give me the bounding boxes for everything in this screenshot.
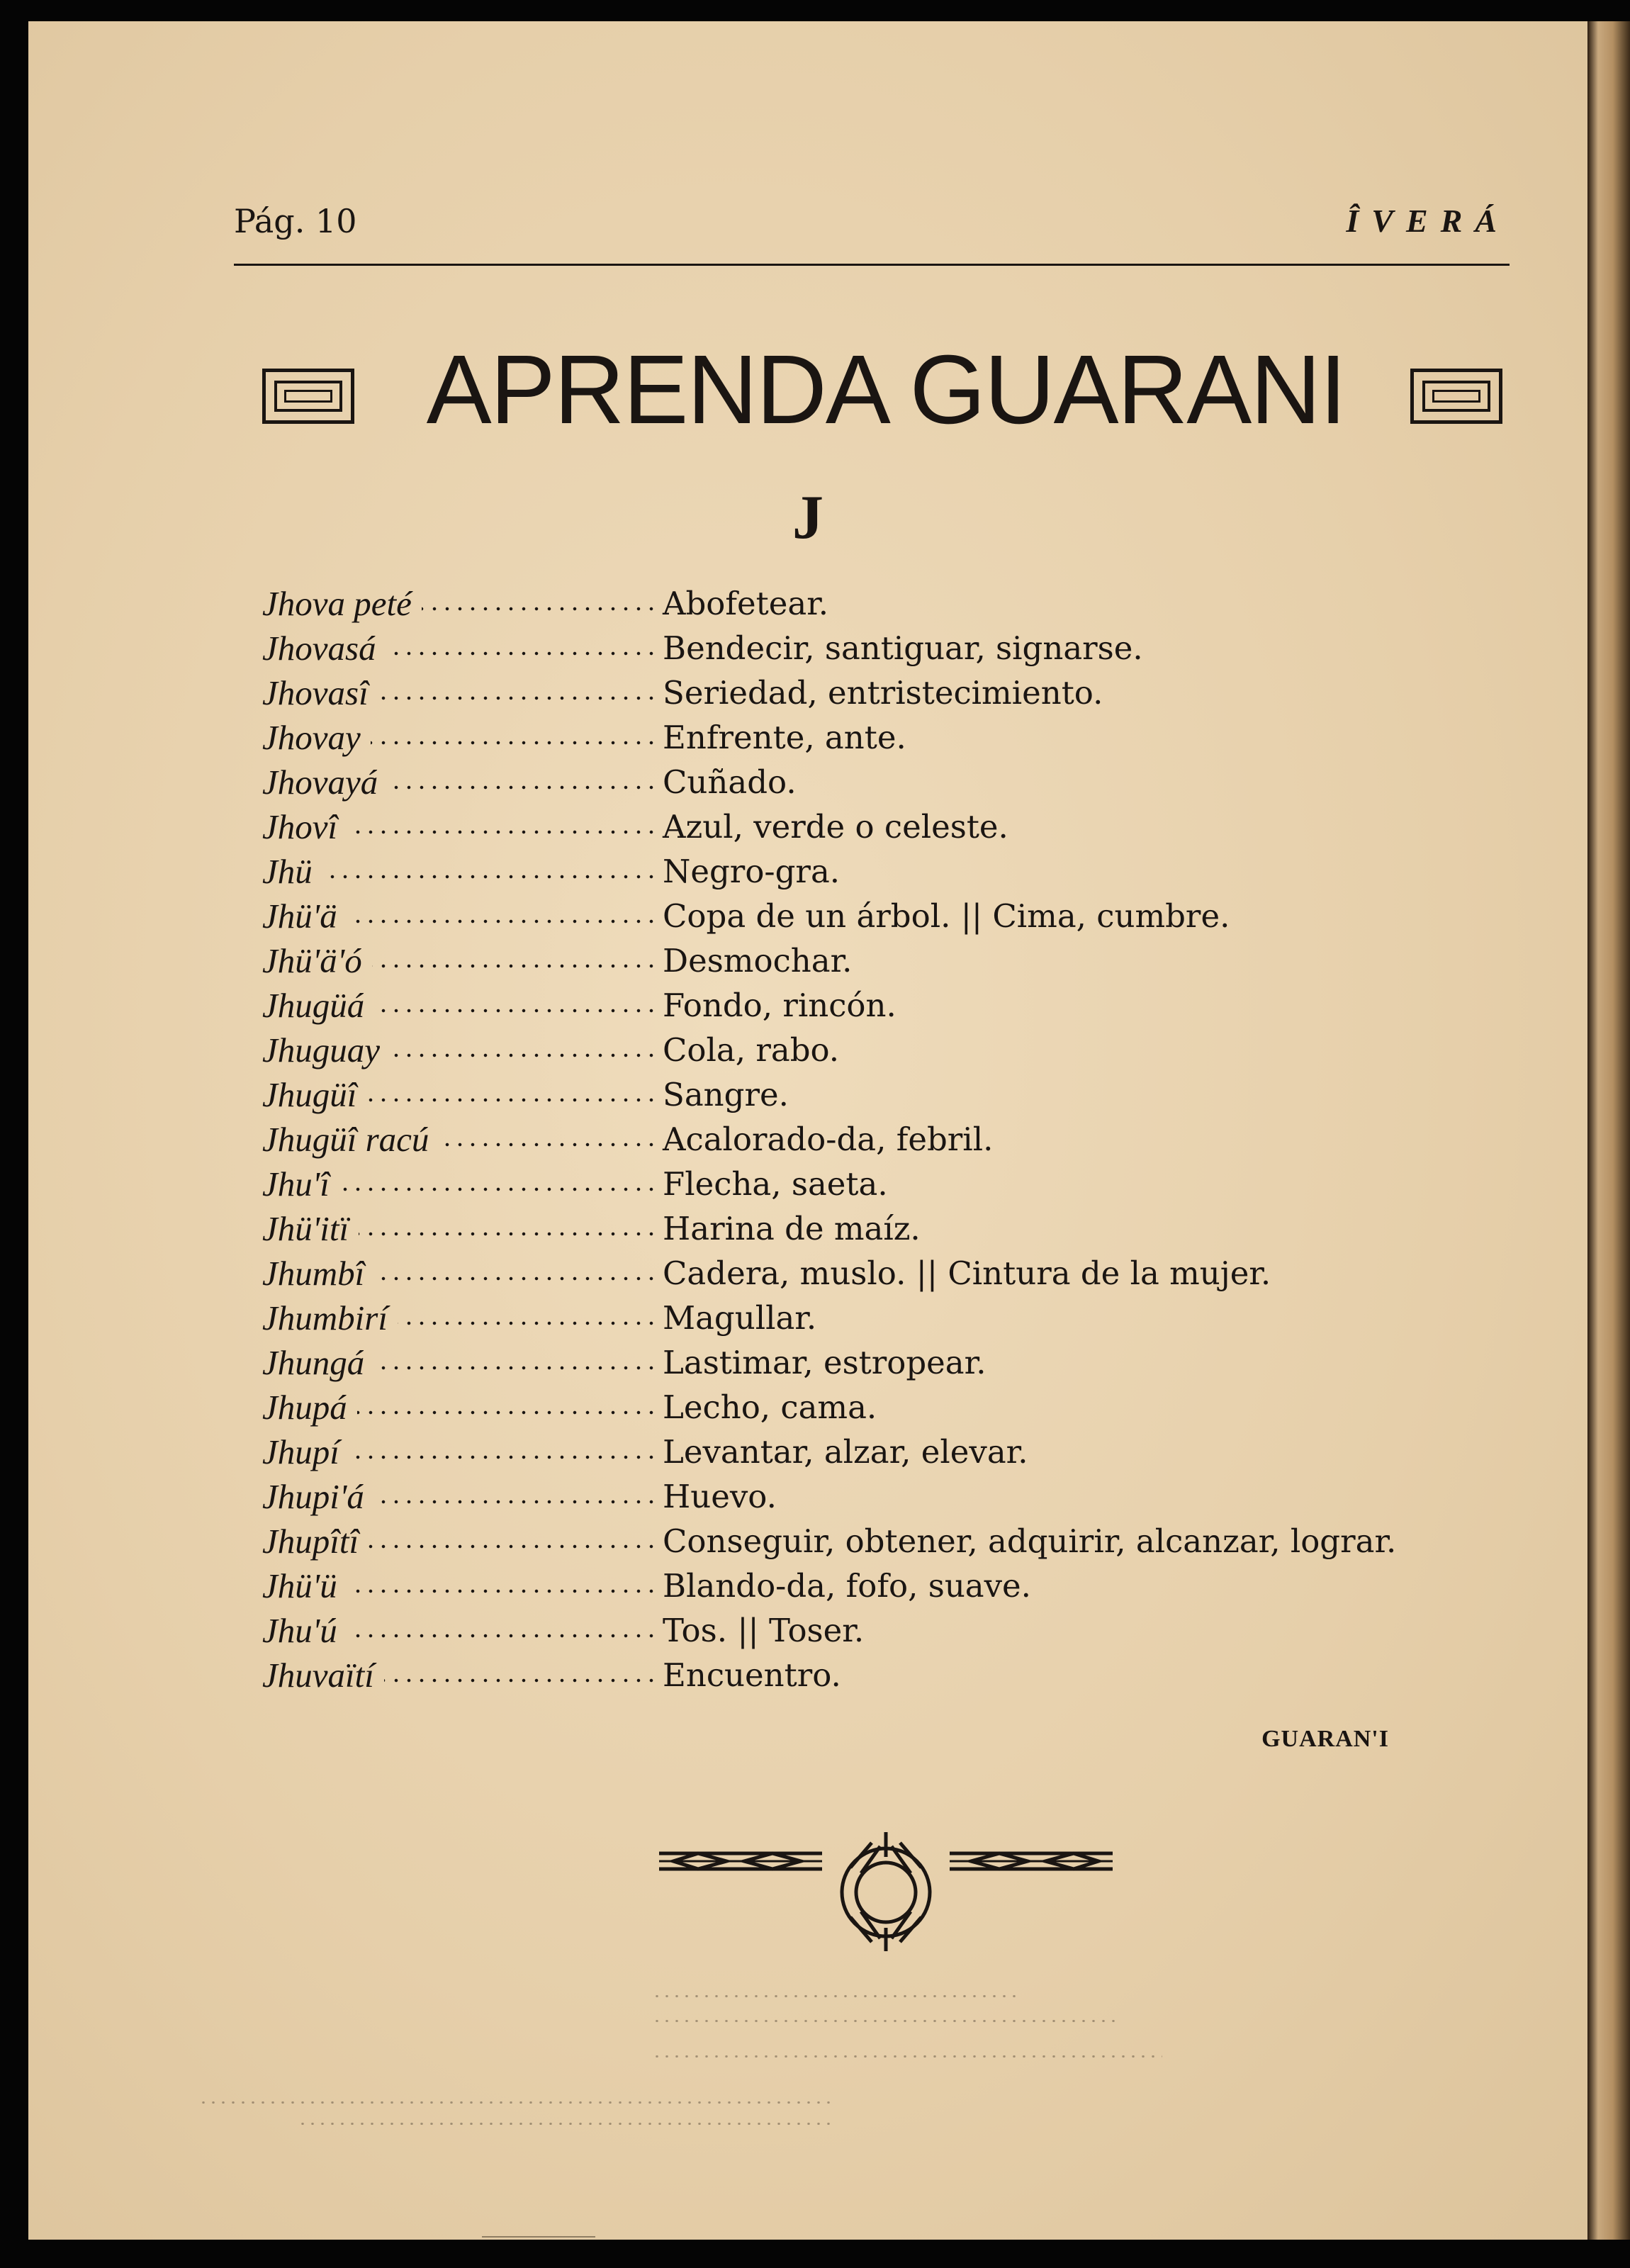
spanish-definition: Magullar. [663, 1299, 817, 1337]
dot-leader [378, 696, 658, 700]
spanish-definition: Abofetear. [663, 585, 829, 622]
guarani-term: Jhü'ü [262, 1566, 337, 1605]
dot-leader [374, 1366, 658, 1370]
document-page [28, 21, 1587, 2240]
dot-leader [322, 875, 658, 879]
title-ornament-left-icon [262, 369, 354, 424]
decorative-ornament-icon [659, 1825, 1113, 1953]
guarani-term: Jhü [262, 852, 313, 891]
guarani-term: Jhovay [262, 718, 361, 757]
bleed-through-trace [652, 2055, 1162, 2058]
spanish-definition: Cadera, muslo. || Cintura de la mujer. [663, 1254, 1271, 1292]
guarani-term: Jhugüî racú [262, 1120, 429, 1159]
glossary-entry [262, 670, 1524, 715]
spanish-definition: Acalorado-da, febril. [663, 1121, 994, 1158]
guarani-term: Jhu'î [262, 1164, 330, 1203]
spanish-definition: Conseguir, obtener, adquirir, alcanzar, lograr. [663, 1522, 1397, 1560]
spanish-definition: Cola, rabo. [663, 1031, 840, 1069]
header-rule [234, 264, 1510, 266]
glossary-entry [262, 715, 1524, 760]
guarani-term: Jhü'itï [262, 1209, 349, 1248]
guarani-term: Jhuvaïtí [262, 1656, 374, 1695]
spanish-definition: Copa de un árbol. || Cima, cumbre. [663, 897, 1230, 935]
guarani-term: Jhupá [262, 1388, 347, 1427]
guarani-term: Jhupi'á [262, 1477, 364, 1516]
glossary-entry [262, 1117, 1524, 1162]
glossary-entry [262, 1251, 1524, 1296]
guarani-term: Jhupîtî [262, 1522, 359, 1561]
spanish-definition: Encuentro. [663, 1656, 841, 1694]
spanish-definition: Bendecir, santiguar, signarse. [663, 629, 1143, 667]
guarani-term: Jhovî [262, 807, 338, 846]
guarani-term: Jhupí [262, 1432, 339, 1471]
spanish-definition: Sangre. [663, 1076, 789, 1113]
glossary-entry [262, 1162, 1524, 1206]
dot-leader [374, 1276, 658, 1281]
glossary-entry [262, 1474, 1524, 1519]
glossary-entry [262, 804, 1524, 849]
bleed-through-trace [298, 2123, 836, 2125]
spanish-definition: Seriedad, entristecimiento. [663, 674, 1103, 712]
spanish-definition: Cuñado. [663, 763, 797, 801]
spanish-definition: Lastimar, estropear. [663, 1344, 987, 1381]
guarani-term: Jhugüî [262, 1075, 357, 1114]
guarani-term: Jhuguay [262, 1031, 380, 1070]
spanish-definition: Enfrente, ante. [663, 719, 906, 756]
spanish-definition: Negro-gra. [663, 853, 841, 890]
page-title: APRENDA GUARANI [426, 335, 1346, 444]
page-number: Pág. 10 [234, 202, 357, 240]
dot-leader [347, 830, 658, 834]
guarani-term: Jhu'ú [262, 1611, 337, 1650]
adjacent-page-edge [1587, 21, 1630, 2240]
guarani-term: Jhovasá [262, 629, 376, 668]
glossary-entry [262, 1519, 1524, 1564]
dot-leader [339, 1187, 658, 1191]
title-row [234, 333, 1510, 447]
dot-leader [398, 1321, 658, 1325]
dot-leader [386, 651, 658, 656]
glossary-entry [262, 1206, 1524, 1251]
guarani-term: Jhumbî [262, 1254, 365, 1293]
dot-leader [374, 1009, 658, 1013]
glossary-entry [262, 1653, 1524, 1697]
spanish-definition: Huevo. [663, 1478, 777, 1515]
running-header [234, 202, 1510, 252]
guarani-term: Jhumbirí [262, 1298, 388, 1337]
guarani-term: Jhü'ä [262, 897, 337, 936]
spanish-definition: Blando-da, fofo, suave. [663, 1567, 1031, 1605]
guarani-term: Jhü'ä'ó [262, 941, 362, 980]
guarani-term: Jhugüá [262, 986, 365, 1025]
guarani-term: Jhova peté [262, 584, 412, 623]
glossary-list [262, 581, 1524, 1697]
dot-leader [422, 607, 658, 611]
dot-leader [372, 964, 658, 968]
spanish-definition: Azul, verde o celeste. [663, 808, 1008, 846]
glossary-entry [262, 1340, 1524, 1385]
glossary-entry [262, 1430, 1524, 1474]
dot-leader [374, 1500, 658, 1504]
dot-leader [349, 1455, 658, 1459]
dot-leader [390, 1053, 658, 1057]
glossary-entry [262, 1608, 1524, 1653]
spanish-definition: Harina de maíz. [663, 1210, 921, 1247]
spanish-definition: Fondo, rincón. [663, 987, 896, 1024]
dot-leader [347, 919, 658, 924]
bleed-through-trace [198, 2101, 836, 2104]
spanish-definition: Tos. || Toser. [663, 1612, 865, 1649]
spanish-definition: Flecha, saeta. [663, 1165, 888, 1203]
title-ornament-right-icon [1410, 369, 1502, 424]
bleed-through-trace [652, 1995, 1021, 1997]
glossary-entry [262, 1072, 1524, 1117]
glossary-entry [262, 894, 1524, 938]
dot-leader [388, 785, 658, 790]
bleed-through-trace [652, 2020, 1120, 2022]
glossary-entry [262, 1028, 1524, 1072]
glossary-entry [262, 626, 1524, 670]
dot-leader [366, 1098, 658, 1102]
glossary-entry [262, 760, 1524, 804]
author-signature: GUARAN'I [1261, 1726, 1389, 1752]
spanish-definition: Levantar, alzar, elevar. [663, 1433, 1028, 1471]
glossary-entry [262, 581, 1524, 626]
spanish-definition: Desmochar. [663, 942, 853, 979]
dot-leader [359, 1232, 658, 1236]
glossary-entry [262, 1564, 1524, 1608]
glossary-entry [262, 938, 1524, 983]
dot-leader [347, 1634, 658, 1638]
journal-title: ÎVERÁ [1346, 203, 1510, 239]
spanish-definition: Lecho, cama. [663, 1388, 877, 1426]
dot-leader [439, 1143, 658, 1147]
dot-leader [357, 1410, 658, 1415]
glossary-entry [262, 983, 1524, 1028]
bottom-rule [482, 2236, 595, 2238]
guarani-term: Jhungá [262, 1343, 365, 1382]
dot-leader [384, 1678, 658, 1683]
guarani-term: Jhovayá [262, 763, 378, 802]
glossary-entry [262, 849, 1524, 894]
glossary-entry [262, 1385, 1524, 1430]
guarani-term: Jhovasî [262, 673, 369, 712]
dot-leader [347, 1589, 658, 1593]
glossary-entry [262, 1296, 1524, 1340]
dot-leader [371, 741, 658, 745]
section-letter: J [792, 483, 824, 552]
dot-leader [369, 1544, 658, 1549]
